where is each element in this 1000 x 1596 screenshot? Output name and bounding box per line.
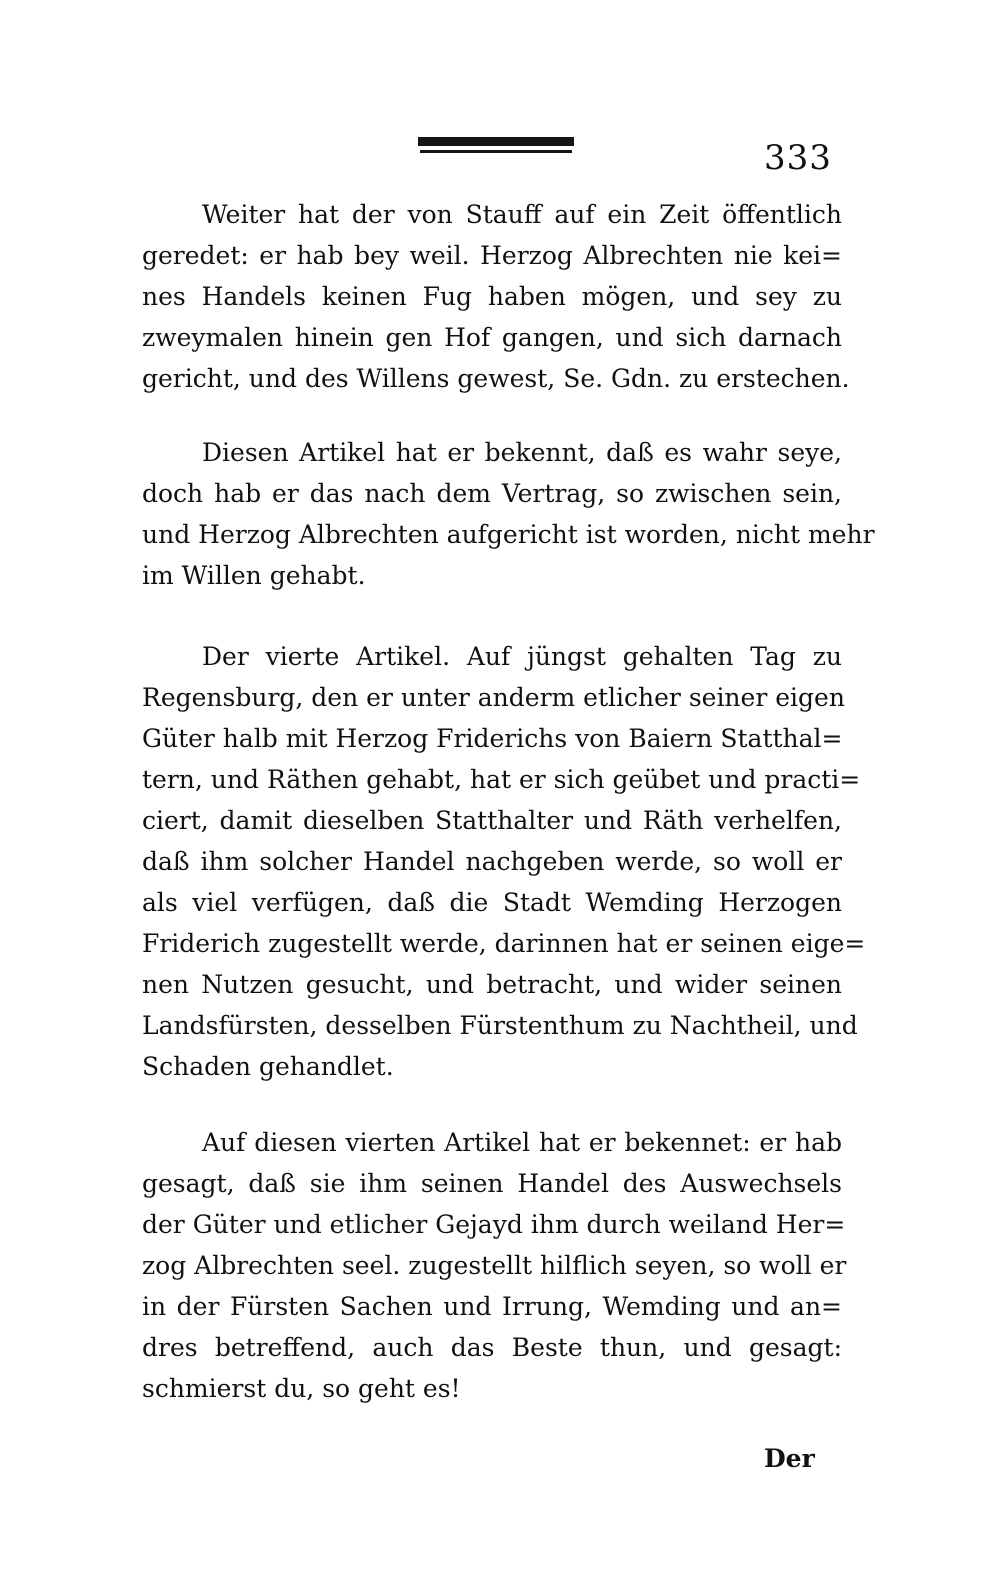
text-line: als viel verfügen, daß die Stadt Wemding Herzogen bbox=[142, 888, 842, 917]
text-line: zweymalen hinein gen Hof gangen, und sich darnach bbox=[142, 323, 842, 352]
text-line: der Güter und etlicher Gejayd ihm durch weiland Her= bbox=[142, 1210, 846, 1239]
text-line: ciert, damit dieselben Statthalter und Räth verhelfen, bbox=[142, 806, 842, 835]
paragraph-3 bbox=[142, 636, 866, 1087]
text-line: Regensburg, den er unter anderm etlicher seiner eigen bbox=[142, 683, 845, 712]
text-line: Landsfürsten, desselben Fürstenthum zu Nachtheil, und bbox=[142, 1011, 858, 1040]
text-line: zog Albrechten seel. zugestellt hilflich seyen, so woll er bbox=[142, 1251, 847, 1280]
text-line: Friderich zugestellt werde, darinnen hat er seinen eige= bbox=[142, 929, 866, 958]
text-line: Der vierte Artikel. Auf jüngst gehalten Tag zu bbox=[202, 642, 842, 671]
text-line: gericht, und des Willens gewest, Se. Gdn. zu erstechen. bbox=[142, 364, 850, 393]
text-line: Weiter hat der von Stauff auf ein Zeit öffentlich bbox=[202, 200, 842, 229]
paragraph-2 bbox=[142, 432, 875, 596]
text-line: daß ihm solcher Handel nachgeben werde, so woll er bbox=[142, 847, 842, 876]
text-line: dres betreffend, auch das Beste thun, und gesagt: bbox=[142, 1333, 842, 1362]
text-line: tern, und Räthen gehabt, hat er sich geübet und practi= bbox=[142, 765, 861, 794]
text-line: Diesen Artikel hat er bekennt, daß es wahr seye, bbox=[202, 438, 842, 467]
text-line: Schaden gehandlet. bbox=[142, 1052, 394, 1081]
catchword: Der bbox=[764, 1444, 815, 1473]
text-line: nen Nutzen gesucht, und betracht, und wider seinen bbox=[142, 970, 842, 999]
header-ornament-rule bbox=[418, 137, 574, 159]
text-line: und Herzog Albrechten aufgericht ist worden, nicht mehr bbox=[142, 520, 875, 549]
text-line: nes Handels keinen Fug haben mögen, und sey zu bbox=[142, 282, 842, 311]
text-line: in der Fürsten Sachen und Irrung, Wemding und an= bbox=[142, 1292, 842, 1321]
text-line: Güter halb mit Herzog Friderichs von Baiern Statthal= bbox=[142, 724, 843, 753]
ornament-thick-bar bbox=[418, 137, 574, 146]
text-line: schmierst du, so geht es! bbox=[142, 1374, 461, 1403]
paragraph-4 bbox=[142, 1122, 847, 1409]
text-line: gesagt, daß sie ihm seinen Handel des Auswechsels bbox=[142, 1169, 842, 1198]
text-line: doch hab er das nach dem Vertrag, so zwischen sein, bbox=[142, 479, 842, 508]
ornament-thin-bar bbox=[420, 150, 572, 153]
paragraph-1 bbox=[142, 194, 850, 399]
text-line: Auf diesen vierten Artikel hat er bekennet: er hab bbox=[202, 1128, 842, 1157]
page-number: 333 bbox=[764, 138, 832, 178]
text-line: im Willen gehabt. bbox=[142, 561, 366, 590]
text-line: geredet: er hab bey weil. Herzog Albrechten nie kei= bbox=[142, 241, 842, 270]
